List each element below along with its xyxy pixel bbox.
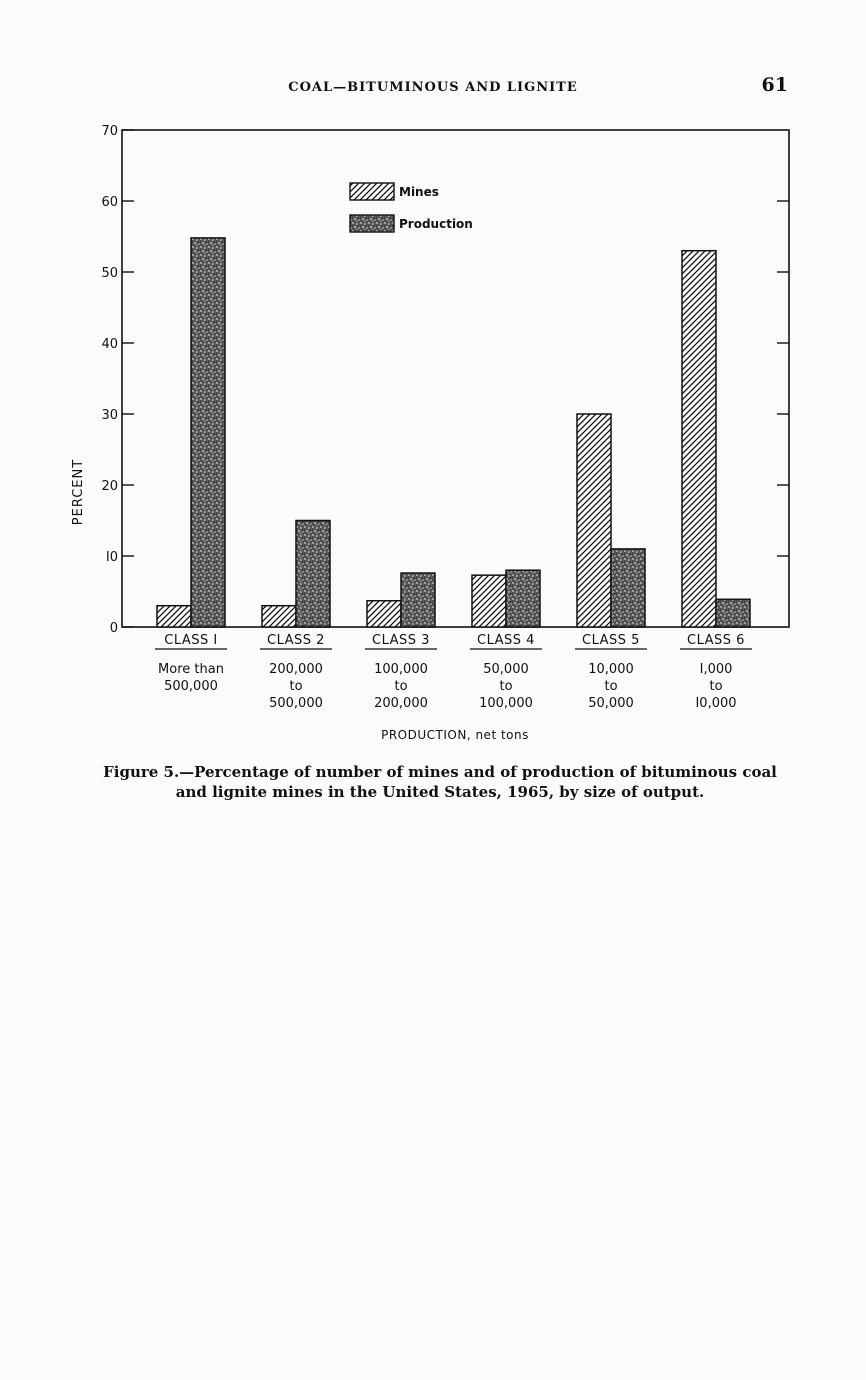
legend-swatch-mines <box>350 183 394 200</box>
legend <box>350 183 473 232</box>
category-range-line: I,000 <box>699 662 733 677</box>
bar-mines-4 <box>472 575 506 627</box>
bar-mines-1 <box>157 606 191 627</box>
y-tick-label: I0 <box>105 550 118 565</box>
x-axis-label: PRODUCTION, net tons <box>381 728 529 742</box>
category-label: CLASS 3 <box>372 633 430 648</box>
category-label: CLASS 6 <box>687 633 745 648</box>
x-axis <box>155 633 752 711</box>
running-title: COAL—BITUMINOUS AND LIGNITE <box>288 80 578 95</box>
bar-chart <box>0 110 866 750</box>
category-label: CLASS 4 <box>477 633 535 648</box>
bar-production-1 <box>191 238 225 627</box>
category-range-line: to <box>394 679 408 694</box>
bar-production-2 <box>296 521 330 628</box>
category-range-line: 10,000 <box>588 662 634 677</box>
category-range-line: 50,000 <box>483 662 529 677</box>
legend-swatch-production <box>350 215 394 232</box>
bar-production-4 <box>506 570 540 627</box>
y-tick-label: 50 <box>101 266 118 281</box>
y-tick-label: 20 <box>101 479 118 494</box>
y-tick-label: 70 <box>101 124 118 139</box>
category-range-line: to <box>289 679 303 694</box>
category-label: CLASS 2 <box>267 633 325 648</box>
legend-label-mines: Mines <box>399 185 439 199</box>
category-range-line: More than <box>158 662 224 677</box>
y-tick-label: 40 <box>101 337 118 352</box>
y-tick-label: 0 <box>109 621 118 636</box>
bar-mines-2 <box>262 606 296 627</box>
bar-production-6 <box>716 599 750 627</box>
category-range-line: 500,000 <box>269 696 323 711</box>
bars <box>157 238 750 627</box>
y-axis-label: PERCENT <box>71 458 86 526</box>
y-tick-label: 60 <box>101 195 118 210</box>
page-number: 61 <box>761 74 788 96</box>
category-range-line: to <box>604 679 618 694</box>
category-range-line: 500,000 <box>164 679 218 694</box>
bar-mines-3 <box>367 601 401 627</box>
category-range-line: to <box>709 679 723 694</box>
category-range-line: 200,000 <box>374 696 428 711</box>
category-label: CLASS 5 <box>582 633 640 648</box>
category-range-line: 200,000 <box>269 662 323 677</box>
category-range-line: I0,000 <box>695 696 737 711</box>
category-range-line: to <box>499 679 513 694</box>
category-range-line: 50,000 <box>588 696 634 711</box>
category-label: CLASS I <box>164 633 218 648</box>
category-range-line: 100,000 <box>479 696 533 711</box>
category-range-line: 100,000 <box>374 662 428 677</box>
figure-caption: Figure 5.—Percentage of number of mines and of production of bituminous coal and lignite mines in the United States, 1965, by size of output. <box>103 763 777 801</box>
legend-label-production: Production <box>399 217 473 231</box>
running-head <box>0 74 866 102</box>
bar-mines-6 <box>682 251 716 627</box>
bar-mines-5 <box>577 414 611 627</box>
y-tick-label: 30 <box>101 408 118 423</box>
bar-production-5 <box>611 549 645 627</box>
bar-production-3 <box>401 573 435 627</box>
